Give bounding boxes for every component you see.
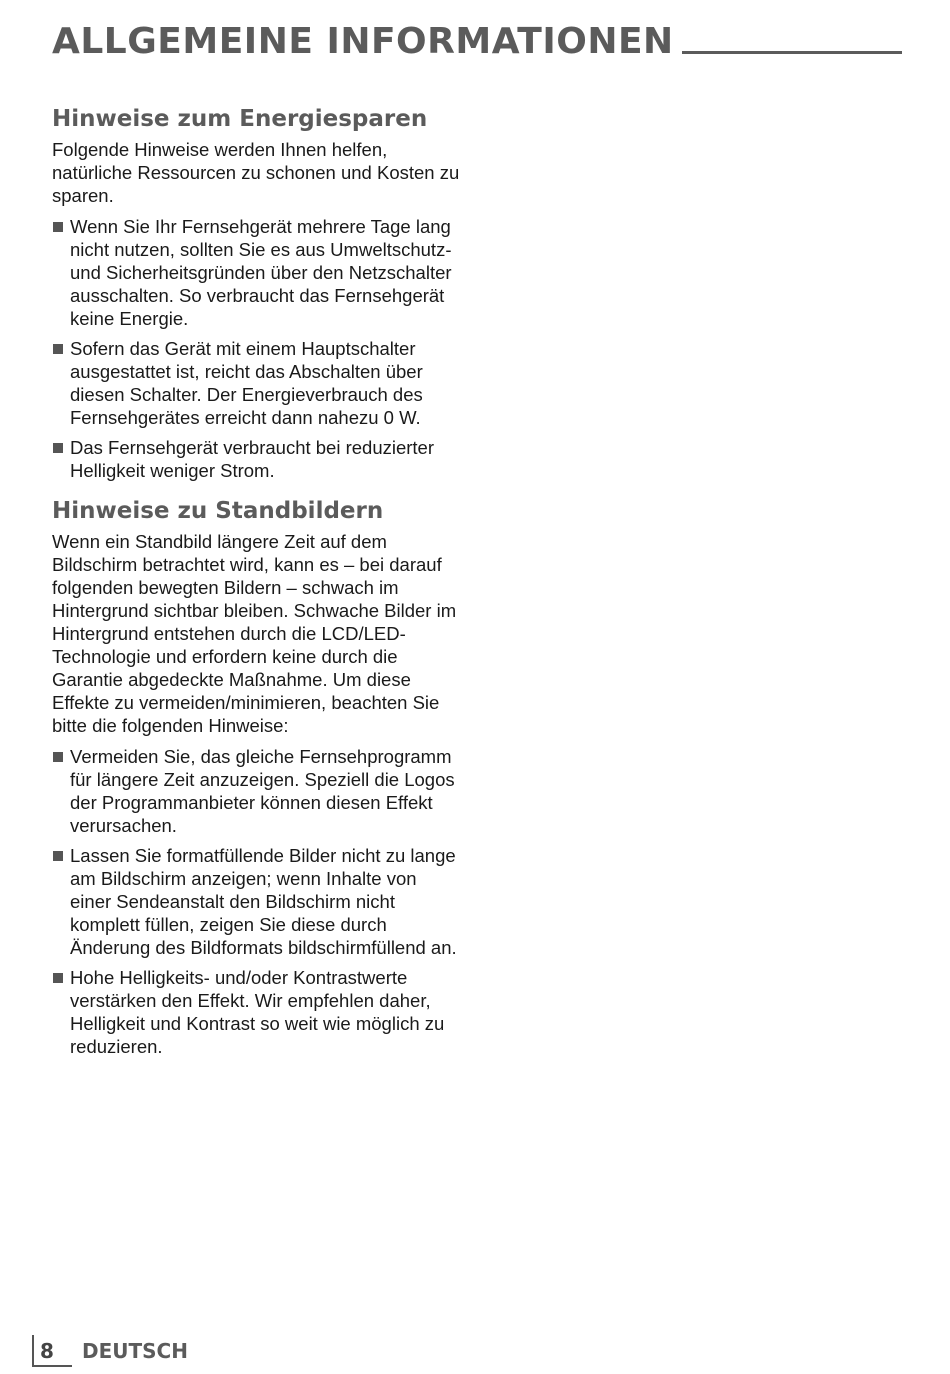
square-bullet-icon (53, 973, 63, 983)
list-item (52, 966, 462, 1058)
square-bullet-icon (53, 344, 63, 354)
list-item (52, 745, 462, 837)
list-item-text: Vermeiden Sie, das gleiche Fernsehprogramm für längere Zeit anzuzeigen. Speziell die Logos der Programmanbieter können diesen Effekt verursachen. (70, 746, 455, 836)
list-item (52, 436, 462, 482)
section-heading: Hinweise zu Standbildern (52, 498, 384, 524)
header-rule (682, 51, 902, 54)
list-item (52, 844, 462, 959)
list-item-text: Sofern das Gerät mit einem Hauptschalter ausgestattet ist, reicht das Abschalten über diesen Schalter. Der Energieverbrauch des Fernsehgerätes erreicht dann nahezu 0 W. (70, 338, 423, 428)
section-intro: Folgende Hinweise werden Ihnen helfen, natürliche Ressourcen zu schonen und Kosten zu sparen. (52, 139, 460, 206)
square-bullet-icon (53, 222, 63, 232)
section-heading: Hinweise zum Energiesparen (52, 106, 428, 132)
bullet-list (52, 215, 462, 482)
square-bullet-icon (53, 851, 63, 861)
list-item-text: Das Fernsehgerät verbraucht bei reduzierter Helligkeit weniger Strom. (70, 437, 435, 481)
list-item (52, 215, 462, 330)
section-intro: Wenn ein Standbild längere Zeit auf dem Bildschirm betrachtet wird, kann es – bei darauf folgenden bewegten Bildern – schwach im Hintergrund sichtbar bleiben. Schwache Bilder im Hintergrund entstehen durch die LCD/LED-Technologie und erfordern keine durch die Garantie abgedeckte Maßnahme. Um diese Effekte zu vermeiden/minimieren, beachten Sie bitte die folgenden Hinweise: (52, 531, 457, 736)
page-footer (32, 1334, 188, 1368)
page-header (52, 20, 902, 64)
section-energy-saving (52, 104, 462, 482)
list-item-text: Wenn Sie Ihr Fernsehgerät mehrere Tage lang nicht nutzen, sollten Sie es aus Umweltschutz- und Sicherheitsgründen über den Netzschalter ausschalten. So verbraucht das Fernsehgerät keine Energie. (70, 216, 452, 329)
page-number: 8 (32, 1335, 72, 1367)
list-item-text: Hohe Helligkeits- und/oder Kontrastwerte verstärken den Effekt. Wir empfehlen daher, Helligkeit und Kontrast so weit wie möglich zu reduzieren. (70, 967, 445, 1057)
list-item-text: Lassen Sie formatfüllende Bilder nicht zu lange am Bildschirm anzeigen; wenn Inhalte von einer Sendeanstalt den Bildschirm nicht komplett füllen, zeigen Sie diese durch Änderung des Bildformats bildschirmfüllend an. (70, 845, 457, 958)
language-label: DEUTSCH (82, 1339, 188, 1363)
main-content (52, 104, 462, 1066)
section-still-images (52, 496, 462, 1058)
page-title: ALLGEMEINE INFORMATIONEN (52, 21, 674, 62)
square-bullet-icon (53, 752, 63, 762)
bullet-list (52, 745, 462, 1058)
list-item (52, 337, 462, 429)
square-bullet-icon (53, 443, 63, 453)
